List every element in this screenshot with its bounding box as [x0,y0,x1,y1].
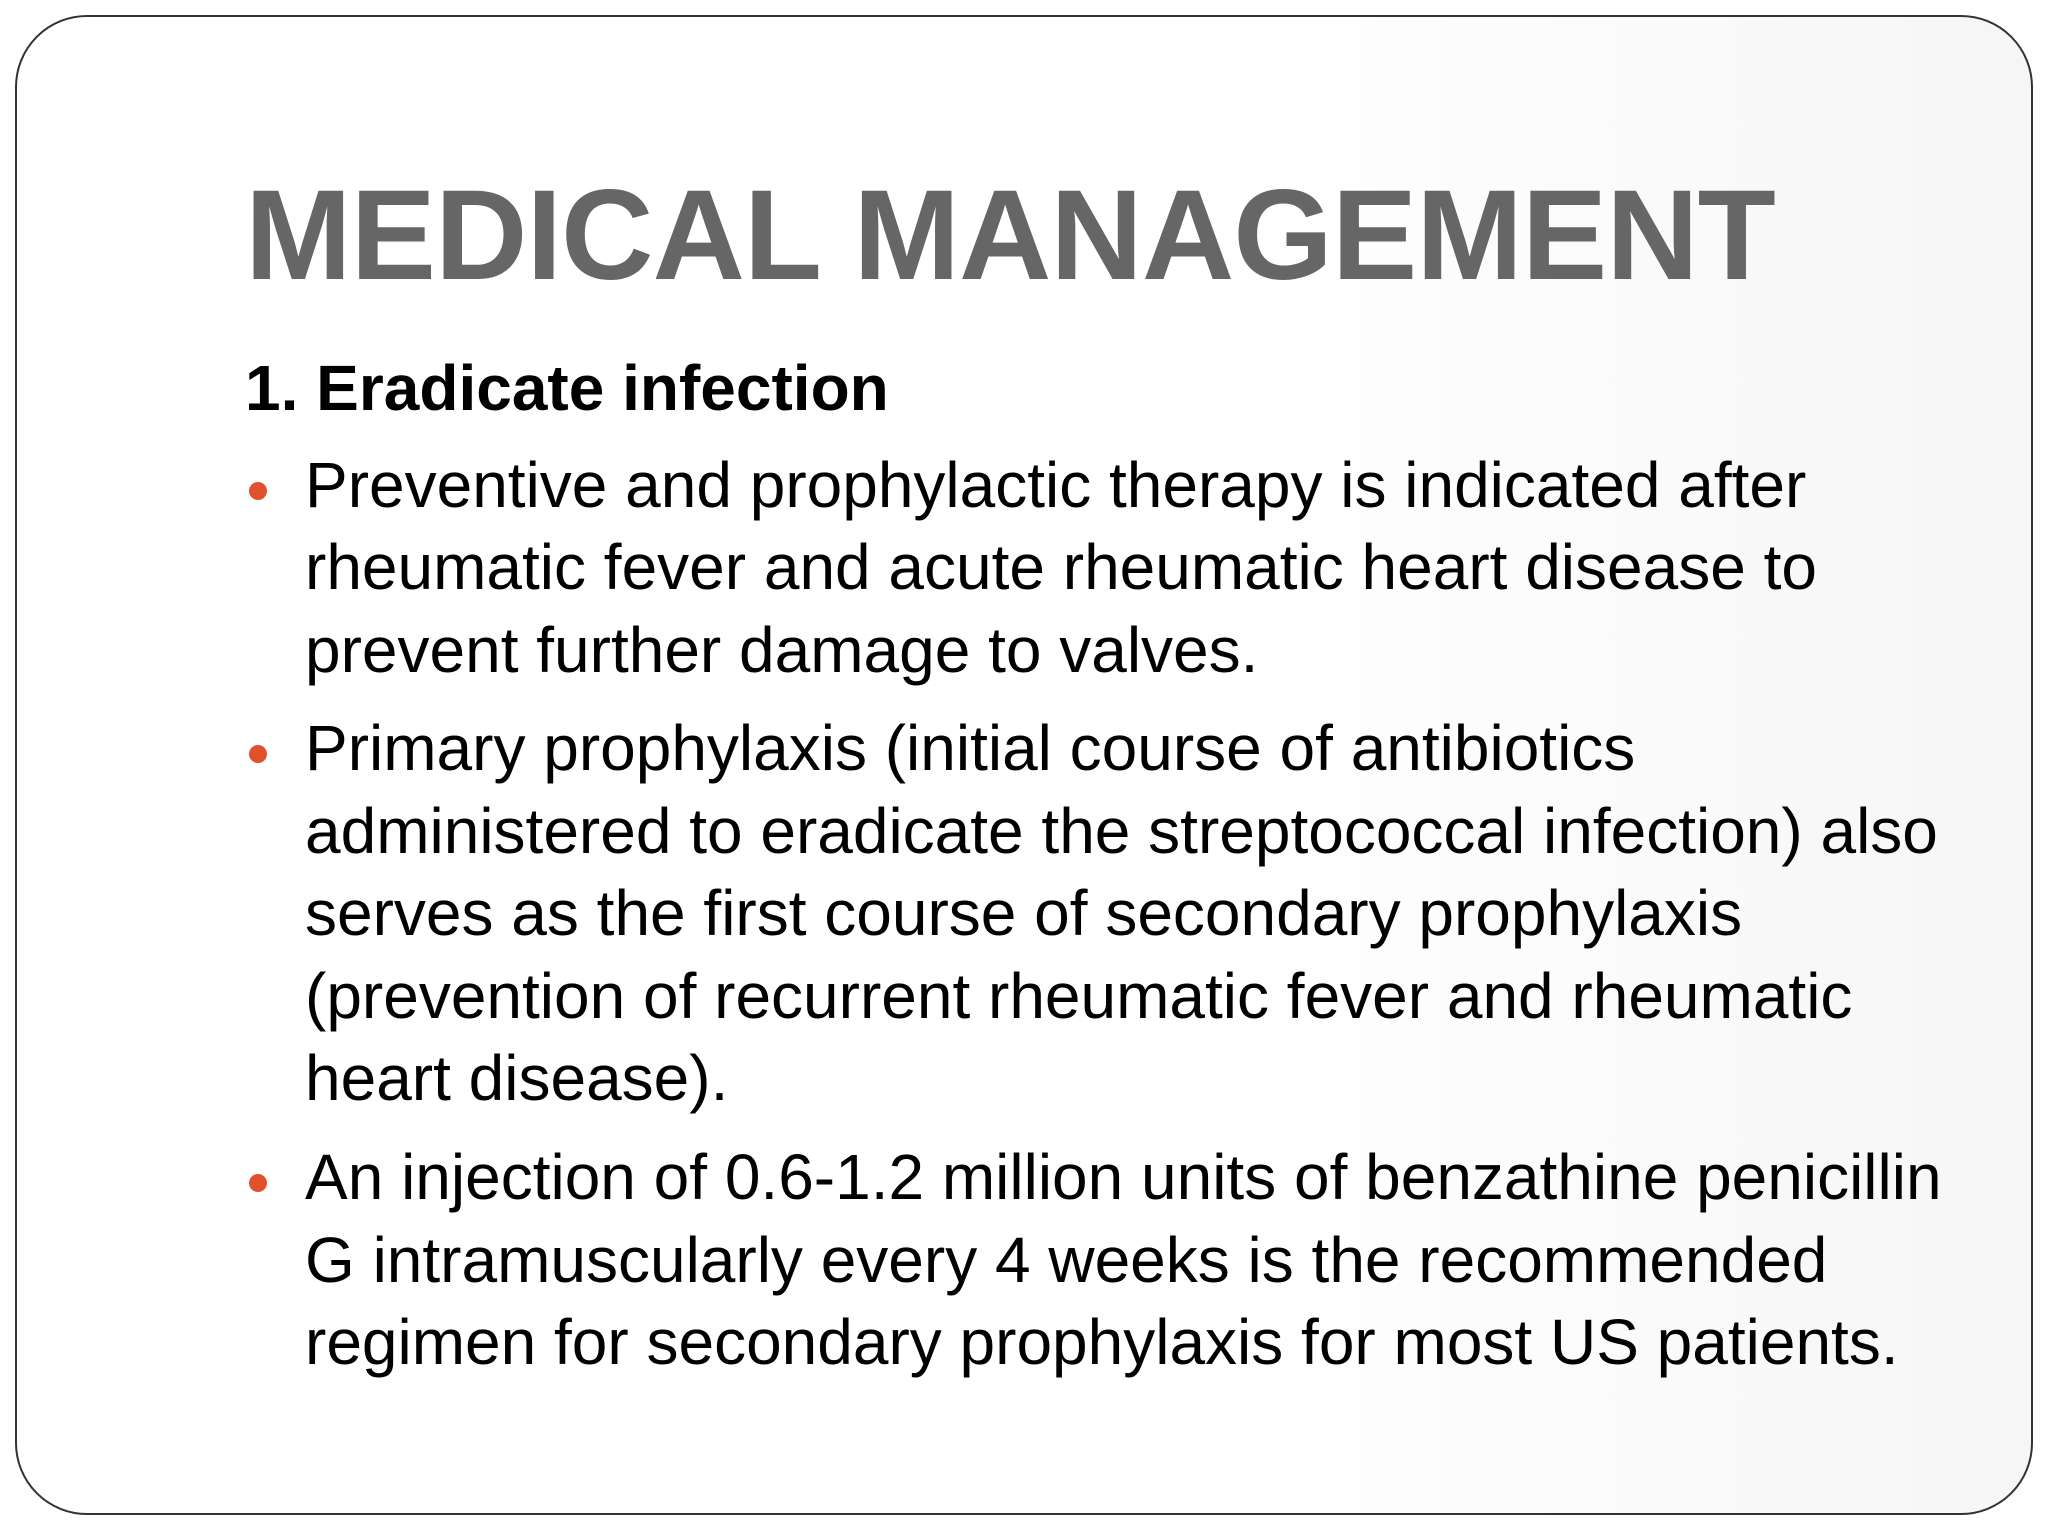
bullet-dot-icon [249,482,267,500]
bullet-dot-icon [249,1174,267,1192]
slide-frame [15,15,2033,1515]
bullet-text: An injection of 0.6-1.2 million units of benzathine penicillin G intramuscularly every 4 weeks is the recommended regimen for secondary prophylaxis for most US patients. [305,1140,1942,1379]
bullet-item [245,707,1945,1120]
bullet-text: Primary prophylaxis (initial course of antibiotics administered to eradicate the streptococcal infection) also serves as the first course of secondary prophylaxis (prevention of recurrent rheumatic fever and rheumatic heart disease). [305,712,1938,1115]
section-heading: 1. Eradicate infection [245,352,889,424]
bullet-text: Preventive and prophylactic therapy is indicated after rheumatic fever and acute rheumatic heart disease to prevent further damage to valves. [305,448,1817,686]
bullet-list [245,444,1945,1384]
bullet-dot-icon [249,745,267,763]
bullet-item [245,1136,1945,1384]
bullet-item [245,444,1945,692]
slide-content [245,164,1945,1400]
slide-title: MEDICAL MANAGEMENT [245,164,1775,307]
